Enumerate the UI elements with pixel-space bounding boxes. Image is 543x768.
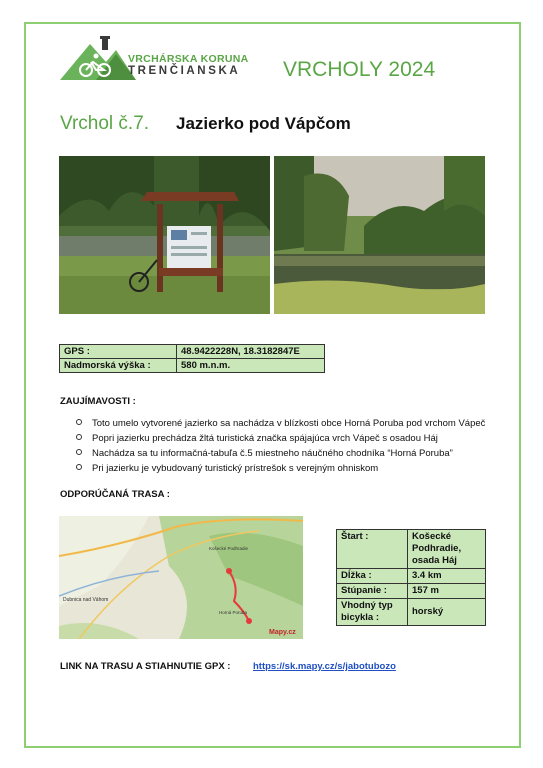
attractions-list — [76, 416, 485, 476]
map-label-kosecke: Košecké Podhradie — [209, 546, 249, 551]
list-item: Pri jazierku je vybudovaný turistický prístrešok s verejným ohniskom — [76, 461, 485, 476]
start-label: Štart : — [337, 530, 408, 569]
altitude-label: Nadmorská výška : — [60, 359, 177, 373]
photo-pond — [274, 156, 485, 314]
length-value: 3.4 km — [408, 569, 486, 584]
route-title: ODPORÚČANÁ TRASA : — [60, 489, 170, 500]
peak-name: Jazierko pod Vápčom — [176, 114, 351, 133]
list-item: Toto umelo vytvorené jazierko sa nachádza v blízkosti obce Horná Poruba pod vrchom Vápeč — [76, 416, 485, 431]
map-label-dubnica: Dubnica nad Váhom — [63, 597, 109, 603]
link-label: LINK NA TRASU A STIAHNUTIE GPX : — [60, 661, 231, 672]
list-item: Popri jazierku prechádza žltá turistická značka spájajúca vrch Vápeč s osadou Háj — [76, 431, 485, 446]
bullet-icon — [76, 464, 82, 470]
bike-type-value: horský — [408, 599, 486, 626]
table-row — [337, 530, 486, 569]
logo-line-1: VRCHÁRSKA KORUNA — [128, 53, 249, 65]
table-row — [337, 599, 486, 626]
ascent-value: 157 m — [408, 584, 486, 599]
altitude-value: 580 m.n.m. — [177, 359, 325, 373]
table-row — [60, 345, 325, 359]
start-value: Košecké Podhradie, osada Háj — [408, 530, 486, 569]
photo-info-board — [59, 156, 270, 314]
route-table — [336, 529, 486, 626]
gpx-link[interactable]: https://sk.mapy.cz/s/jabotubozo — [253, 661, 396, 672]
bike-type-label: Vhodný typ bicykla : — [337, 599, 408, 626]
ascent-label: Stúpanie : — [337, 584, 408, 599]
gps-label: GPS : — [60, 345, 177, 359]
table-row — [60, 359, 325, 373]
length-label: Dĺžka : — [337, 569, 408, 584]
bullet-icon — [76, 434, 82, 440]
mapy-logo: Mapy.cz — [269, 629, 296, 636]
bullet-icon — [76, 449, 82, 455]
attractions-title: ZAUJÍMAVOSTI : — [60, 396, 136, 407]
bullet-icon — [76, 419, 82, 425]
table-row — [337, 584, 486, 599]
map-label-horna-poruba: Horná Poruba — [219, 610, 248, 615]
table-row — [337, 569, 486, 584]
list-item: Nachádza sa tu informačná-tabuľa č.5 miestneho náučného chodníka “Horná Poruba” — [76, 446, 485, 461]
page-title: VRCHOLY 2024 — [283, 58, 436, 81]
route-map — [59, 516, 303, 639]
gps-value: 48.9422228N, 18.3182847E — [177, 345, 325, 359]
location-table — [59, 344, 325, 373]
logo-line-2: TRENČIANSKA — [128, 65, 241, 77]
peak-number: Vrchol č.7. — [60, 113, 150, 134]
